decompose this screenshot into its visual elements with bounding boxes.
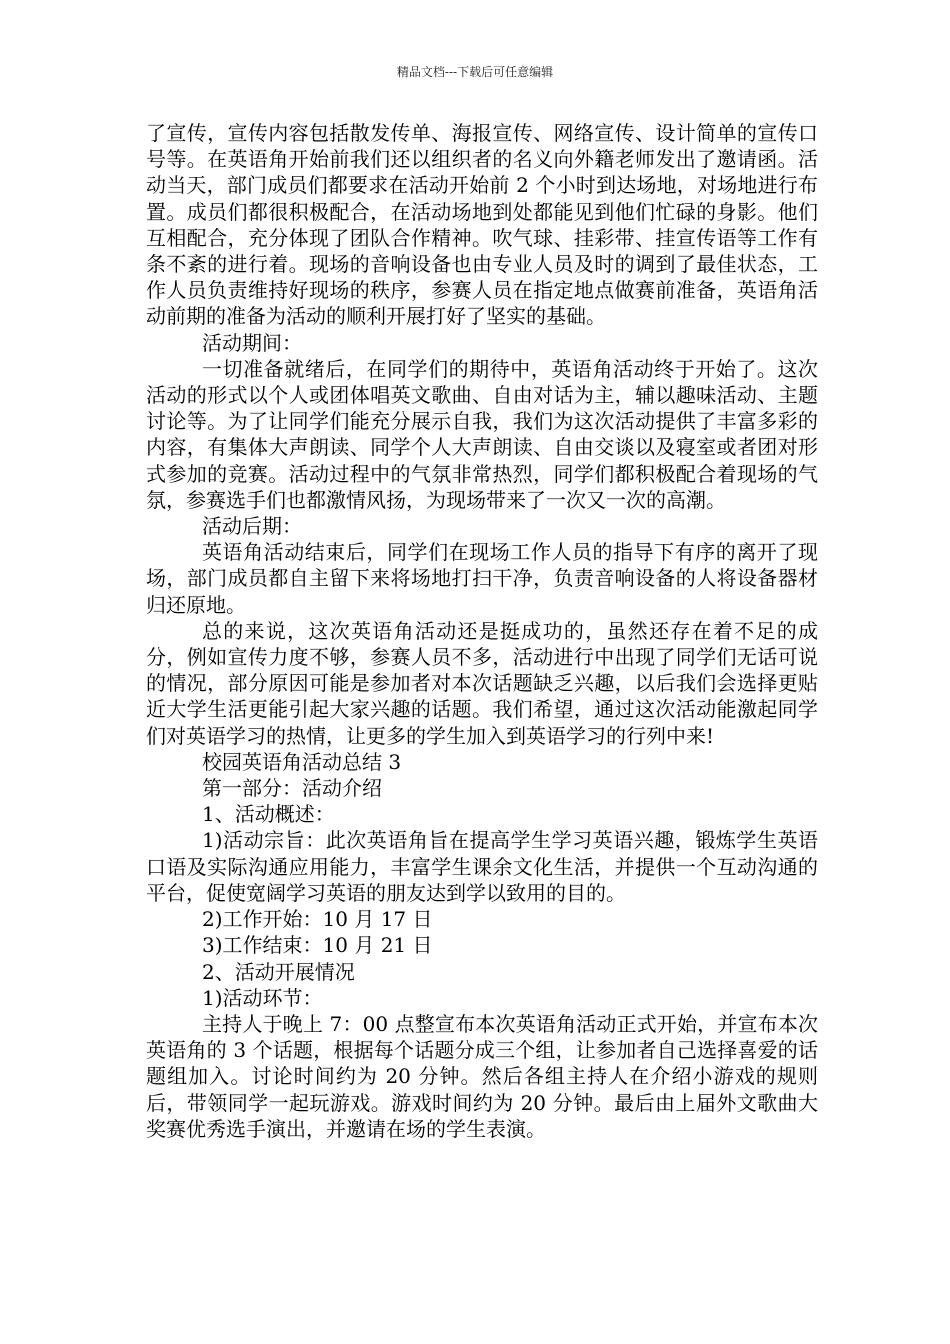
- paragraph-heading-during-activity: 活动期间：: [202, 330, 302, 355]
- paragraph-activity-purpose: 1)活动宗旨：此次英语角旨在提高学生学习英语兴趣，锻炼学生英语口语及实际沟通应用能力，丰富学生课余文化生活，并提供一个互动沟通的平台，促使宽阔学习英语的朋友达到学以致用的目的。: [146, 828, 818, 905]
- paragraph-summary: 总的来说，这次英语角活动还是挺成功的，虽然还存在着不足的成分，例如宣传力度不够，参赛人员不多，活动进行中出现了同学们无话可说的情况，部分原因可能是参加者对本次话题缺乏兴趣，以后我们会选择更贴近大学生活更能引起大家兴趣的话题。我们希望，通过这次活动能激起同学们对英语学习的热情，让更多的学生加入到英语学习的行列中来!: [146, 618, 818, 748]
- paragraph-host-schedule: 主持人于晚上 7：00 点整宣布本次英语角活动正式开始，并宣布本次英语角的 3 个话题，根据每个话题分成三个组，让参加者自己选择喜爱的话题组加入。讨论时间约为 20 分钟。然后各组主持人在介绍小游戏的规则后，带领同学一起玩游戏。游戏时间约为 20 分钟。最后由上届外文歌曲大奖赛优秀选手演出，并邀请在场的学生表演。: [146, 1011, 818, 1141]
- section-heading-part-one: 第一部分：活动介绍: [202, 776, 382, 801]
- paragraph-heading-after-activity: 活动后期：: [202, 514, 302, 539]
- paragraph-work-end: 3)工作结束：10 月 21 日: [202, 933, 433, 958]
- page-header: 精品文档---下载后可任意编辑: [396, 65, 554, 79]
- document-body: [146, 120, 818, 1142]
- paragraph-continued-publicity: 了宣传，宣传内容包括散发传单、海报宣传、网络宣传、设计简单的宣传口号等。在英语角开始前我们还以组织者的名义向外籍老师发出了邀请函。活动当天，部门成员们都要求在活动开始前 2 个小时到达场地，对场地进行布置。成员们都很积极配合，在活动场地到处都能见到他们忙碌的身影。他们互相配合，充分体现了团队合作精神。吹气球、挂彩带、挂宣传语等工作有条不紊的进行着。现场的音响设备也由专业人员及时的调到了最佳状态，工作人员负责维持好现场的秩序，参赛人员在指定地点做赛前准备，英语角活动前期的准备为活动的顺利开展打好了坚实的基础。: [146, 121, 818, 329]
- subheading-activity-status: 2、活动开展情况: [202, 959, 355, 984]
- subheading-activity-stages: 1)活动环节：: [202, 985, 323, 1010]
- section-title-summary-3: 校园英语角活动总结 3: [202, 749, 402, 774]
- paragraph-cleanup: 英语角活动结束后，同学们在现场工作人员的指导下有序的离开了现场，部门成员都自主留下来将场地打扫干净，负责音响设备的人将设备器材归还原地。: [146, 540, 818, 617]
- subheading-overview: 1、活动概述：: [202, 802, 335, 827]
- paragraph-activity-process: 一切准备就绪后，在同学们的期待中，英语角活动终于开始了。这次活动的形式以个人或团体唱英文歌曲、自由对话为主，辅以趣味活动、主题讨论等。为了让同学们能充分展示自我，我们为这次活动提供了丰富多彩的内容，有集体大声朗读、同学个人大声朗读、自由交谈以及寝室或者团对形式参加的竞赛。活动过程中的气氛非常热烈，同学们都积极配合着现场的气氛，参赛选手们也都激情风扬，为现场带来了一次又一次的高潮。: [146, 356, 818, 512]
- paragraph-work-start: 2)工作开始：10 月 17 日: [202, 907, 433, 932]
